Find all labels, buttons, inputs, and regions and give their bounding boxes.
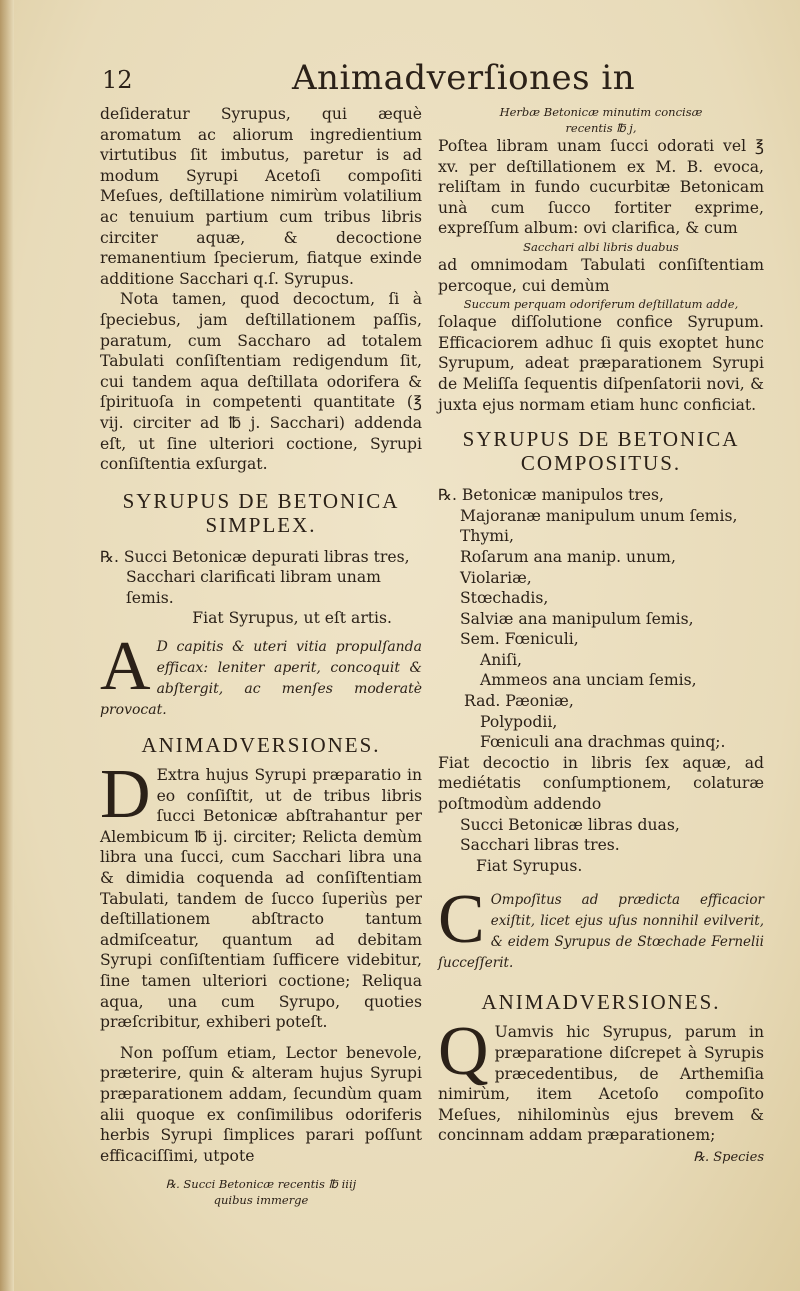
left-small-recipe-2: quibus immerge	[213, 1193, 309, 1208]
page-gutter-shadow	[0, 0, 14, 1291]
page-number: 12	[102, 66, 133, 94]
section-title-compositus	[438, 427, 764, 475]
right-paragraph-3: ſolaque diſſolutione conficе Syrupum. Efficaciorem adhuc ſi quis exoptet hunc Syrupum, adeat præparationem Syrupi de Meliſſa ſequentis diſpenſatorii novi, & juxta ejus normam etiam hunc conficiat.	[438, 313, 764, 414]
recipe-line-2: Sacchari clarificati libram unam ſemis.	[126, 568, 381, 607]
right-paragraph-4: Uamvis hic Syrupus, parum in præparatione diſcrepet à Syrupis præcedentibus, de Arthemiſia nimirùm, item Acetoſo compoſito Meſues, nihilominùs ejus brevem & concinnam addam præparationem;	[438, 1023, 764, 1145]
ingredient-line: Fiat decoctio in libris ſex aquæ, ad mediétatis conſumptionem, colaturæ poſtmodùm addendo	[438, 753, 764, 814]
page-header	[0, 58, 800, 98]
italic-note-right	[438, 881, 764, 974]
ingredient-line: Ammeos ana unciam ſemis,	[480, 671, 697, 690]
left-paragraph-4: Non poſſum etiam, Lector benevole, præterire, quin & alteram hujus Syrupi præparationem addam, ſecundùm quam alii quoque ex conſimilibus odoriferis herbis Syrupi ſimplices parari poſſunt efficaciſſimi, utpote	[100, 1043, 422, 1165]
italic-note	[100, 628, 422, 721]
ingredient-line: Succi Betonicæ libras duas,	[460, 815, 680, 834]
dropcap-d: D	[100, 756, 151, 834]
ingredient-line: Sem. Fœniculi,	[460, 630, 579, 649]
dropcap-q: Q	[438, 1013, 489, 1091]
section-title-animadversiones-left: ANIMADVERSIONES.	[141, 733, 381, 758]
ingredient-line: Aniſi,	[480, 650, 523, 669]
ingredient-line: Fiat Syrupus.	[476, 856, 583, 875]
ingredient-line: Majoranæ manipulum unum ſemis,	[460, 506, 738, 525]
right-paragraph-1: Poſtea libram unam ſucci odorati vel ℥ xv. per deſtillationem ex M. B. evoca, reliſtam in fundo cucurbitæ Betonicam unà cum ſucco fortiter exprime, expreſſum album: ovi clarifica, & cum	[438, 137, 764, 238]
left-paragraph-2: Nota tamen, quod decoctum, ſi à ſpeciebus, jam deſtillationem paſſis, paratum, cum Saccharo ad totalem Tabulati conſiſtentiam redigendum ſit, cui tandem aqua deſtillata odorifera & ſpirituoſa in competenti quantitate (℥ vij. circiter ad ℔ j. Sacchari) addenda eſt, ut ſine ulteriori coctione, Syrupi conſiſtentia exſurgat.	[100, 290, 422, 474]
ingredient-line: Thymi,	[460, 527, 514, 546]
section-title-compositus-line2: COMPOSITUS.	[520, 451, 682, 476]
ingredient-line: Sacchari libras tres.	[460, 836, 620, 855]
ingredient-line: Stœchadis,	[460, 589, 549, 608]
left-small-recipe-1: ℞. Succi Betonicæ recentis ℔ iiij	[165, 1177, 357, 1192]
section-title-simplex-line1: SYRUPUS DE BETONICA	[122, 488, 400, 513]
section-title-simplex-line2: SIMPLEX.	[205, 512, 317, 537]
right-column	[438, 104, 764, 1166]
recipe-line-1: ℞. Succi Betonicæ depurati libras tres,	[100, 547, 410, 566]
section-title-simplex	[100, 489, 422, 537]
italic-note-right-initial: C	[438, 881, 485, 959]
section-title-animadversiones-right: ANIMADVERSIONES.	[481, 990, 721, 1015]
recipe-line-3: Fiat Syrupus, ut eſt artis.	[192, 609, 392, 628]
italic-note-text: D capitis & uteri vitia propulſanda efficax: leniter aperit, concoquit & abſtergit, ac menſes moderatè provocat.	[100, 639, 422, 719]
right-small-3: Sacchari albi libris duabus	[523, 239, 679, 254]
left-paragraph-1: deſideratur Syrupus, qui æquè aromatum ac aliorum ingredientium virtutibus ſit imbutus, paretur is ad modum Syrupi Acetoſi compoſiti Meſues, deſtillatione nimirùm volatilium ac tenuium partium cum tribus libris circiter aquæ, & decoctione remanentium ſpecierum, fiatque exinde additione Sacchari q.ſ. Syrupus.	[100, 105, 422, 288]
ingredient-line: Roſarum ana manip. unum,	[460, 547, 676, 566]
catchword: ℞. Species	[693, 1149, 764, 1165]
right-paragraph-2: ad omnimodam Tabulati conſiſtentiam percoque, cui demùm	[438, 255, 764, 295]
ingredient-line: Rad. Pæoniæ,	[464, 692, 574, 711]
ingredient-line: Fœniculi ana drachmas quinq;.	[480, 733, 726, 752]
ingredient-line: ℞. Betonicæ manipulos tres,	[438, 486, 664, 505]
ingredient-list	[438, 485, 764, 876]
right-small-4: Succum perquam odoriferum deſtillatum adde,	[463, 297, 739, 312]
animadversiones-left-body	[100, 756, 422, 1033]
ingredient-line: Salviæ ana manipulum ſemis,	[460, 609, 694, 628]
left-column	[100, 104, 422, 1208]
italic-note-right-text: Ompoſitus ad prædicta efficacior exiſtit, licet ejus uſus nonnihil evilverit, & eidem Syrupus de Stœchade Fernelii ſucceſſerit.	[438, 892, 764, 972]
left-paragraph-3: Extra hujus Syrupi præparatio in eo conſiſtit, ut de tribus libris ſucci Betonicæ abſtrahantur per Alembicum ℔ ij. circiter; Relicta demùm libra una ſucci, cum Sacchari libra una & dimidia coquenda ad conſiſtentiam Tabulati, tandem de ſucco ſuperiùs per deſtillationem abſtracto tantum admiſceatur, quantum ad debitam Syrupi conſiſtentiam ſufficere videbitur, ſine tamen ulteriori coctione; Reliqua aqua, una cum Syrupo, quoties præſcribitur, exhiberi poteſt.	[100, 766, 422, 1032]
italic-note-initial: A	[100, 628, 151, 706]
right-small-2: recentis ℔ j,	[565, 121, 637, 135]
right-small-1: Herbæ Betonicæ minutim concisæ	[499, 105, 703, 119]
ingredient-line: Polypodii,	[480, 712, 558, 731]
ingredient-line: Violariæ,	[460, 568, 532, 587]
section-title-compositus-line1: SYRUPUS DE BETONICA	[462, 427, 740, 452]
animadversiones-right-body	[438, 1013, 764, 1146]
running-title: Animadverſiones in	[292, 58, 636, 98]
